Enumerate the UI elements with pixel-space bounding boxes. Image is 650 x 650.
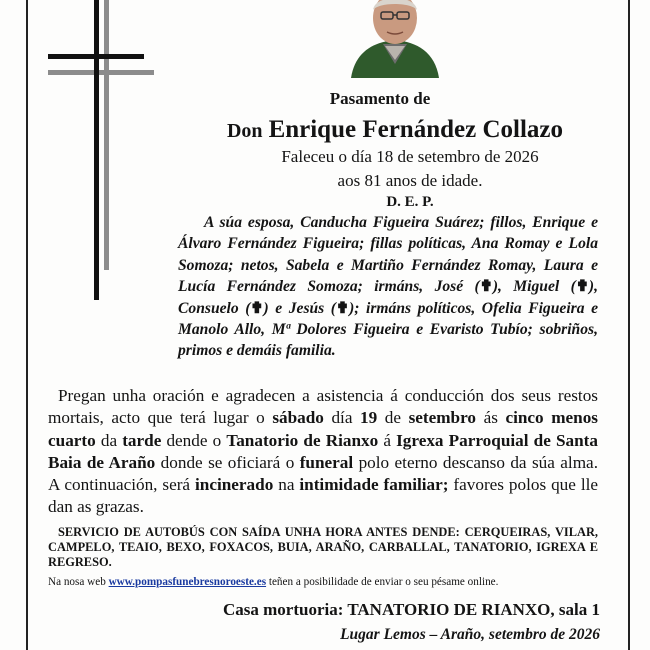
announcement-date: 19 xyxy=(360,408,378,428)
announcement-day: sábado xyxy=(272,408,324,428)
announcement-month: setembro xyxy=(408,408,477,428)
family-paragraph xyxy=(178,212,598,362)
announcement-text: favores polos que lle dan as grazas. xyxy=(48,475,598,517)
announcement-text: á xyxy=(378,430,397,450)
announcement-church: Igrexa Parroquial de Santa Baia de Araño xyxy=(48,430,598,472)
deceased-name: Enrique Fernández Collazo xyxy=(268,116,563,143)
deceased-photo xyxy=(345,0,445,78)
announcement-text: día xyxy=(323,408,361,428)
web-notice-text: teñen a posibilidade de enviar o seu pésame online. xyxy=(266,576,499,588)
announcement-text: na xyxy=(273,475,300,495)
announcement-funeral: funeral xyxy=(299,452,354,472)
announcement-text: dende o xyxy=(161,430,227,450)
black-cross-horizontal xyxy=(48,54,144,59)
deceased-cross-icon: ✟ xyxy=(479,278,493,296)
age-line: aos 81 anos de idade. xyxy=(337,171,483,190)
family-text-4: ) e Jesús ( xyxy=(263,299,336,317)
frame-left-border xyxy=(26,0,28,650)
deceased-cross-icon: ✟ xyxy=(250,299,264,317)
family-text-3: ), Consuelo ( xyxy=(178,278,598,317)
gray-cross-vertical xyxy=(104,0,109,270)
announcement-tanatorio: Tanatorio de Rianxo xyxy=(226,430,379,450)
family-text-1: A súa esposa, Canducha Figueira Suárez; fillos, Enrique e Álvaro Fernández Figueira; fillas políticas, Ana Romay e Lola Somoza; netos, Sabela e Martiño Fernández Romay, Laura e Lucía Fernández Somoza; irmáns, José ( xyxy=(178,214,598,296)
web-notice xyxy=(48,576,608,588)
announcement-paragraph xyxy=(48,385,598,519)
bus-service-notice: SERVICIO DE AUTOBÚS CON SAÍDA UNHA HORA ANTES DENDE: CERQUEIRAS, VILAR, CAMPELO, TEAIO, BEXO, FOXACOS, BUIA, ARAÑO, CARBALLAL, TANATORIO, IGREXA E REGRESO. xyxy=(48,525,598,570)
announcement-text: polo eterno descanso da súa alma. A continuación, será xyxy=(48,452,598,495)
frame-right-border xyxy=(628,0,630,650)
web-notice-text: Na nosa web xyxy=(48,576,109,588)
place-date: Lugar Lemos – Araño, setembro de 2026 xyxy=(340,626,600,643)
pasamento-label: Pasamento de xyxy=(329,89,431,108)
casa-mortuoria: Casa mortuoria: TANATORIO DE RIANXO, sala 1 xyxy=(222,600,600,619)
deceased-name-line xyxy=(170,116,620,144)
death-date: Faleceu o día 18 de setembro de 2026 xyxy=(281,147,539,166)
announcement-text: da xyxy=(95,430,123,450)
announcement-daypart: tarde xyxy=(122,430,162,450)
family-text-5: ); irmáns políticos, Ofelia Figueira e Manolo Allo, Mª Dolores Figueira e Evaristo Tubío; sobriños, primos e demáis familia. xyxy=(178,299,598,360)
deceased-cross-icon: ✟ xyxy=(575,278,589,296)
announcement-privacy: intimidade familiar; xyxy=(299,475,449,495)
announcement-text: de xyxy=(377,408,409,428)
title-prefix: Don xyxy=(226,120,263,142)
deceased-cross-icon: ✟ xyxy=(336,299,350,317)
announcement-text: donde se oficiará o xyxy=(155,452,300,472)
dep-label: D. E. P. xyxy=(386,194,434,210)
family-text-2: ), Miguel ( xyxy=(492,278,576,296)
announcement-text: ás xyxy=(476,408,506,428)
black-cross-vertical xyxy=(94,0,99,300)
announcement-time: cinco menos cuarto xyxy=(48,408,598,450)
website-link[interactable]: www.pompasfunebresnoroeste.es xyxy=(108,576,267,588)
gray-cross-horizontal xyxy=(48,70,154,75)
announcement-incinerated: incinerado xyxy=(194,475,274,495)
announcement-text: Pregan unha oración e agradecen a asistencia á conducción dos seus restos mortais, acto que terá lugar o xyxy=(48,386,598,428)
